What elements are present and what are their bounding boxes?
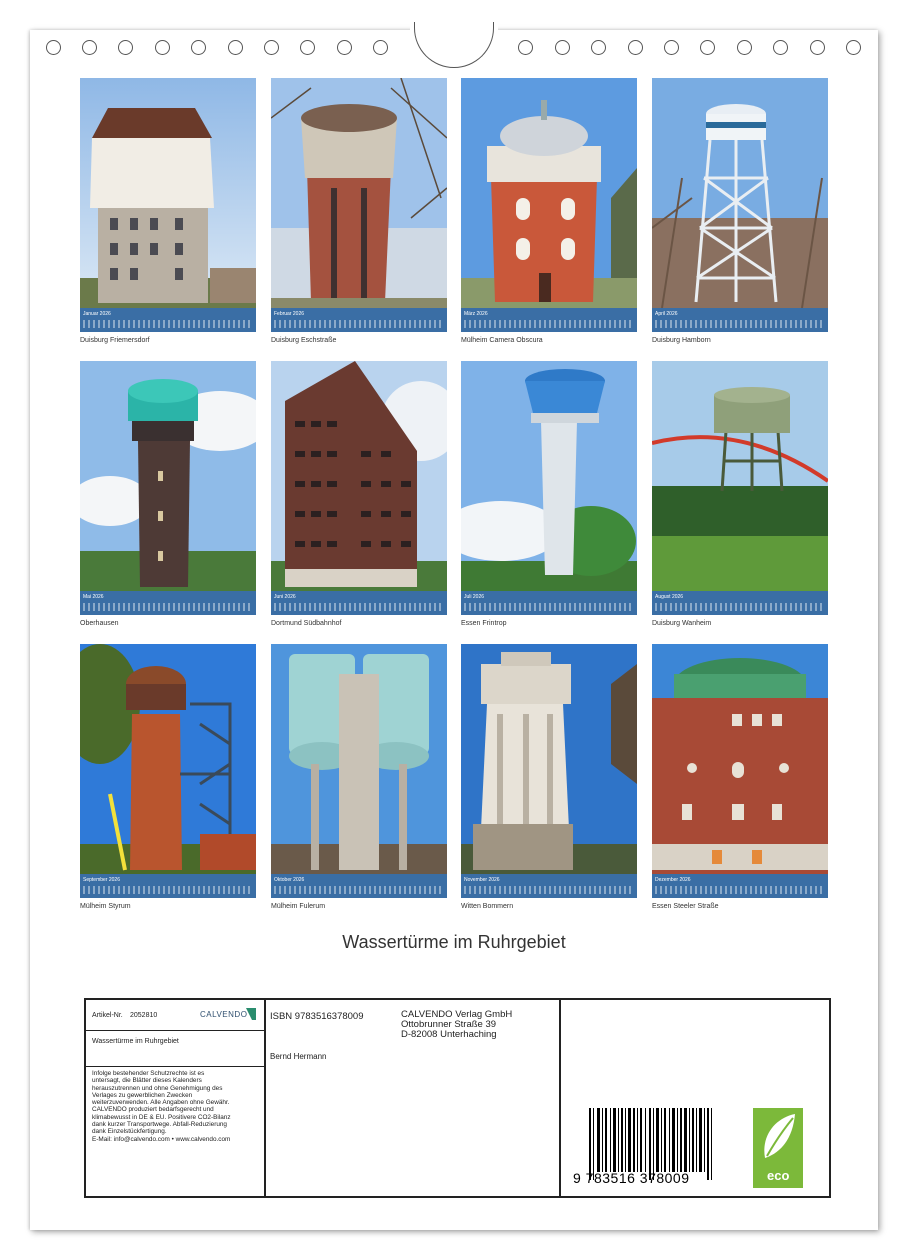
ring-icon [591, 40, 606, 55]
calendar-strip [80, 308, 256, 332]
photo-caption: Mülheim Styrum [80, 903, 131, 910]
month-tile-february [271, 78, 447, 344]
calendar-name: Wassertürme im Ruhrgebiet [92, 1038, 179, 1045]
calvendo-logo-icon [246, 1008, 256, 1020]
photo-caption: Duisburg Eschstraße [271, 337, 337, 344]
ring-icon [264, 40, 279, 55]
ring-icon [846, 40, 861, 55]
calendar-strip [80, 874, 256, 898]
calendar-strip [461, 591, 637, 615]
isbn: ISBN 9783516378009 [270, 1011, 364, 1022]
ring-icon [555, 40, 570, 55]
ring-icon [737, 40, 752, 55]
month-tile-september [80, 644, 256, 910]
photo-caption: Essen Frintrop [461, 620, 507, 627]
photo-caption: Oberhausen [80, 620, 119, 627]
month-tile-march [461, 78, 637, 344]
tower-photo [461, 644, 637, 874]
month-tile-april [652, 78, 828, 344]
calendar-strip [80, 591, 256, 615]
photo-caption: Essen Steeler Straße [652, 903, 719, 910]
photo-caption: Duisburg Hamborn [652, 337, 711, 344]
month-label: September 2026 [83, 877, 120, 883]
calendar-strip [461, 874, 637, 898]
month-tile-june [271, 361, 447, 627]
month-tile-july [461, 361, 637, 627]
tower-photo [80, 644, 256, 874]
tower-photo [271, 78, 447, 308]
month-label: Oktober 2026 [274, 877, 305, 883]
calendar-strip [461, 308, 637, 332]
month-label: März 2026 [464, 311, 488, 317]
ring-icon [300, 40, 315, 55]
month-label: Mai 2026 [83, 594, 104, 600]
ring-icon [628, 40, 643, 55]
info-left-column [86, 1000, 266, 1196]
month-tile-january [80, 78, 256, 344]
month-tile-december [652, 644, 828, 910]
ring-icon [191, 40, 206, 55]
tower-photo [652, 78, 828, 308]
ring-icon [46, 40, 61, 55]
tower-photo [271, 644, 447, 874]
month-tile-august [652, 361, 828, 627]
photo-caption: Witten Bommern [461, 903, 514, 910]
tower-photo [80, 78, 256, 308]
month-label: April 2026 [655, 311, 678, 317]
month-tile-october [271, 644, 447, 910]
photo-caption: Dortmund Südbahnhof [271, 620, 342, 627]
ring-icon [228, 40, 243, 55]
photo-caption: Mülheim Fulerum [271, 903, 326, 910]
calendar-strip [652, 874, 828, 898]
ring-icon [810, 40, 825, 55]
info-middle-column [266, 1000, 561, 1196]
tower-photo [652, 361, 828, 591]
calendar-strip [271, 591, 447, 615]
calendar-strip [652, 591, 828, 615]
calvendo-logo: CALVENDO [200, 1010, 248, 1019]
ring-icon [373, 40, 388, 55]
calendar-strip [271, 308, 447, 332]
ring-icon [118, 40, 133, 55]
ring-icon [155, 40, 170, 55]
ring-icon [82, 40, 97, 55]
publisher-address: CALVENDO Verlag GmbH Ottobrunner Straße 39 D-82008 Unterhaching [401, 1009, 513, 1040]
calendar-strip [271, 874, 447, 898]
product-info-box [84, 998, 831, 1198]
tower-photo [80, 361, 256, 591]
ring-icon [518, 40, 533, 55]
photo-caption: Duisburg Wanheim [652, 620, 712, 627]
tower-photo [271, 361, 447, 591]
month-label: Juli 2026 [464, 594, 485, 600]
leaf-icon [753, 1108, 803, 1168]
month-label: August 2026 [655, 594, 684, 600]
legal-notice: Infolge bestehender Schutzrechte ist es untersagt, die Blätter dieses Kalenders herauszutrennen und ohne Genehmigung des Verlages zu gewerblichen Zwecken weiterzuverwenden. Alle Angaben ohne Gewähr. CALVENDO produziert bedarfsgerecht und klimabewusst in DE & EU. Positivere CO2-Bilanz dank kurzer Transportwege. Abfall-Reduzierung dank Einzelstückfertigung. E-Mail: info@calvendo.com • www.calvendo.com [92, 1070, 231, 1143]
author: Bernd Hermann [270, 1052, 327, 1061]
month-tile-november [461, 644, 637, 910]
month-label: Januar 2026 [83, 311, 111, 317]
photo-caption: Mülheim Camera Obscura [461, 337, 543, 344]
photo-caption: Duisburg Friemersdorf [80, 337, 150, 344]
ring-icon [773, 40, 788, 55]
eco-label: eco [767, 1168, 790, 1183]
month-label: November 2026 [464, 877, 500, 883]
article-label: Artikel-Nr. [92, 1012, 123, 1019]
ring-icon [700, 40, 715, 55]
month-label: Februar 2026 [274, 311, 305, 317]
tower-photo [652, 644, 828, 874]
month-tile-may [80, 361, 256, 627]
tower-photo [461, 78, 637, 308]
article-number: 2052810 [130, 1012, 158, 1019]
ring-icon [664, 40, 679, 55]
eco-badge [753, 1108, 803, 1188]
tower-photo [461, 361, 637, 591]
barcode-digits: 9 783516 378009 [573, 1170, 690, 1186]
calendar-strip [652, 308, 828, 332]
calendar-title: Wassertürme im Ruhrgebiet [342, 932, 566, 952]
month-label: Dezember 2026 [655, 877, 691, 883]
month-label: Juni 2026 [274, 594, 296, 600]
ring-icon [337, 40, 352, 55]
info-right-column [561, 1000, 829, 1196]
